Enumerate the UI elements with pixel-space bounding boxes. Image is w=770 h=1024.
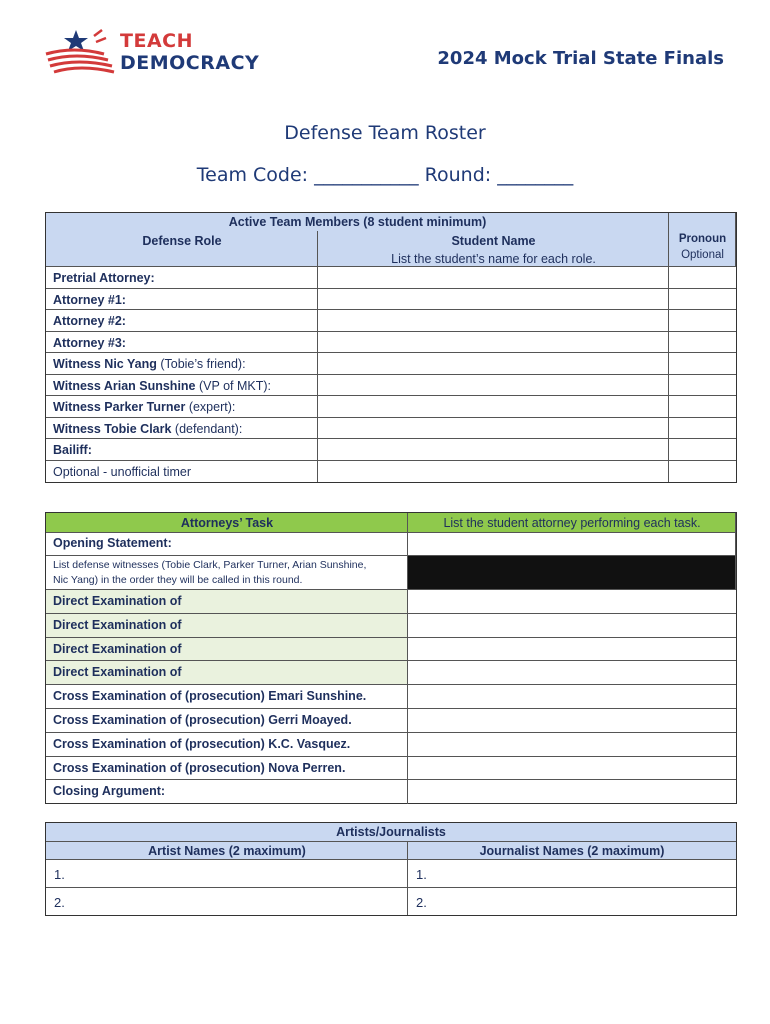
roster-student-name-field[interactable] [318,418,669,440]
artist-name-1-field[interactable]: 1. [46,860,408,888]
roster-role-label: Witness Nic Yang [53,357,157,371]
roster-pronoun-field[interactable] [669,418,736,440]
roster-role-label: Witness Tobie Clark [53,421,172,436]
roster-role-cell [46,418,318,440]
task-label: Cross Examination of (prosecution) Nova Perren. [53,760,346,775]
task-attorney-field[interactable] [408,780,736,804]
roster-pronoun-field[interactable] [669,396,736,418]
task-label-cell [46,780,408,804]
task-header: Attorneys’ Task [46,513,408,533]
roster-role-label: Witness Arian Sunshine [53,378,196,393]
witness-order-note: List defense witnesses (Tobie Clark, Parker Turner, Arian Sunshine, Nic Yang) in the order they will be called in this round. [46,556,408,590]
artists-journalists-table [45,822,737,916]
artist-names-header: Artist Names (2 maximum) [46,842,408,860]
roster-header-role: Defense Role [46,231,318,267]
event-title: 2024 Mock Trial State Finals [437,48,724,69]
journalist-names-header: Journalist Names (2 maximum) [408,842,736,860]
roster-role-note: (VP of MKT): [195,378,271,393]
star-icon [64,30,88,51]
roster-student-name-field[interactable] [318,289,669,311]
task-label-cell [46,685,408,709]
roster-role-label: Pretrial Attorney: [53,271,155,285]
roster-role-label: Witness Parker Turner [53,400,186,414]
journalist-name-2-field[interactable]: 2. [416,895,427,910]
roster-student-name-field[interactable] [318,375,669,397]
blacked-out-cell [408,556,736,590]
roster-role-cell [46,289,318,311]
roster-pronoun-field[interactable] [669,353,736,375]
task-attorney-field[interactable] [408,590,736,614]
roster-pronoun-field[interactable] [669,310,736,332]
logo-text-teach: TEACH [120,30,193,52]
roster-table [45,212,737,483]
task-label-cell [46,757,408,781]
task-label: Cross Examination of (prosecution) Gerri Moayed. [53,713,352,727]
roster-role-note: (defendant): [171,421,243,436]
roster-student-name-field[interactable] [318,267,669,289]
task-label: Cross Examination of (prosecution) Emari Sunshine. [53,689,367,704]
task-label: Direct Examination of [53,665,182,680]
roster-role-cell [46,267,318,289]
opening-statement-input[interactable] [408,533,736,556]
task-attorney-field[interactable] [408,757,736,781]
task-attorney-field[interactable] [408,638,736,662]
roster-pronoun-field[interactable] [669,267,736,289]
task-label: Cross Examination of (prosecution) K.C. Vasquez. [53,736,351,751]
roster-role-note: Optional - unofficial timer [53,464,192,479]
task-attorney-field[interactable] [408,733,736,757]
task-label: Direct Examination of [53,594,182,608]
roster-pronoun-field[interactable] [669,461,736,483]
roster-pronoun-field[interactable] [669,375,736,397]
task-label: Direct Examination of [53,641,182,656]
roster-role-cell [46,310,318,332]
roster-student-name-field[interactable] [318,439,669,461]
opening-statement-label: Opening Statement: [46,533,408,556]
logo-text-democracy: DEMOCRACY [120,52,260,74]
task-list-header: List the student attorney performing each task. [408,513,736,533]
roster-pronoun-field[interactable] [669,332,736,354]
roster-student-name-field[interactable] [318,310,669,332]
artist-name-2-field[interactable]: 2. [46,888,408,915]
task-attorney-field[interactable] [408,661,736,685]
teach-democracy-logo [44,28,274,78]
roster-role-cell [46,439,318,461]
roster-header-pronoun: Pronoun Optional [669,213,736,267]
roster-header-name: Student Name List the student’s name for each role. [318,231,669,267]
team-code-round-line: Team Code: ___________ Round: ________ [196,164,574,186]
roster-role-label: Attorney #3: [53,335,126,350]
roster-role-cell [46,375,318,397]
journalist-name-1-field[interactable]: 1. [408,860,736,888]
attorney-task-table [45,512,737,804]
task-label-cell [46,614,408,638]
roster-student-name-field[interactable] [318,396,669,418]
task-attorney-field[interactable] [408,709,736,733]
roster-role-label: Bailiff: [53,443,92,457]
roster-student-name-field[interactable] [318,353,669,375]
task-attorney-field[interactable] [408,614,736,638]
roster-student-name-field[interactable] [318,461,669,483]
roster-role-label: Attorney #1: [53,292,126,307]
task-label-cell [46,661,408,685]
task-label-cell [46,638,408,662]
flag-stripes-icon [44,28,118,78]
roster-role-note: (Tobie’s friend): [156,357,246,371]
roster-role-label: Attorney #2: [53,314,126,328]
task-label: Direct Examination of [53,617,182,632]
roster-header-main: Active Team Members (8 student minimum) [46,213,669,231]
roster-pronoun-field[interactable] [669,439,736,461]
task-label-cell [46,709,408,733]
task-label-cell [46,733,408,757]
task-label: Closing Argument: [53,784,166,799]
task-attorney-field[interactable] [408,685,736,709]
task-label-cell [46,590,408,614]
roster-pronoun-field[interactable] [669,289,736,311]
roster-role-note: (expert): [185,400,236,414]
roster-role-cell [46,353,318,375]
artists-header: Artists/Journalists [46,823,736,842]
roster-role-cell [46,461,318,483]
roster-student-name-field[interactable] [318,332,669,354]
roster-role-cell [46,332,318,354]
roster-role-cell [46,396,318,418]
page-title: Defense Team Roster [284,122,486,144]
